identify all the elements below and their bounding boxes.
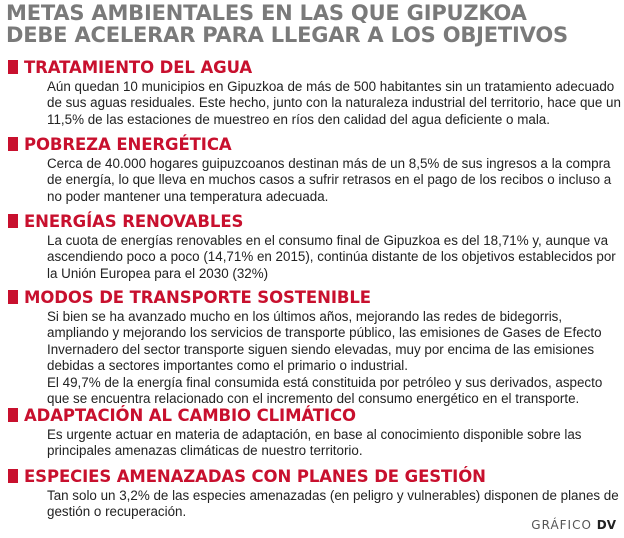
- page-title: [6, 2, 618, 46]
- section-header: [8, 465, 618, 487]
- graphic-credit: [531, 518, 616, 532]
- section-header: [8, 133, 618, 155]
- credit-label: GRÁFICO: [531, 518, 592, 532]
- red-square-bullet-icon: [8, 137, 18, 151]
- section-title: ENERGÍAS RENOVABLES: [24, 211, 244, 231]
- section-body: [47, 156, 622, 205]
- section-sustainable-transport: [8, 286, 618, 407]
- section-header: [8, 56, 618, 78]
- section-threatened-species: [8, 465, 618, 521]
- section-body: [47, 427, 622, 460]
- red-square-bullet-icon: [8, 60, 18, 74]
- section-energy-poverty: [8, 133, 618, 205]
- section-body: [47, 79, 622, 128]
- red-square-bullet-icon: [8, 290, 18, 304]
- section-title: ADAPTACIÓN AL CAMBIO CLIMÁTICO: [24, 405, 356, 425]
- section-climate-adaptation: [8, 404, 618, 460]
- credit-brand: DV: [596, 518, 616, 532]
- section-paragraph: Si bien se ha avanzado mucho en los últimos años, mejorando las redes de bidegorris, ampliando y mejorando los servicios de transporte público, las emisiones de Gases de Efecto Invernadero del sector transporte siguen siendo elevadas, muy por encima de las emisiones debidas a sectores importantes como el primario o industrial.: [47, 309, 602, 374]
- section-paragraph: La cuota de energías renovables en el consumo final de Gipuzkoa es del 18,71% y, aunque va ascendiendo poco a poco (14,71% en 2015), continúa distante de los objetivos establecidos por la Unión Europea para el 2030 (32%): [47, 233, 616, 281]
- section-title: ESPECIES AMENAZADAS CON PLANES DE GESTIÓN: [24, 466, 486, 486]
- section-water-treatment: [8, 56, 621, 128]
- section-paragraph: Es urgente actuar en materia de adaptación, en base al conocimiento disponible sobre las principales amenazas climáticas de nuestro territorio.: [47, 427, 582, 459]
- title-line-1: METAS AMBIENTALES EN LAS QUE GIPUZKOA: [6, 1, 527, 25]
- section-paragraph: El 49,7% de la energía final consumida está constituida por petróleo y sus derivados, aspecto que se encuentra relacionado con el incremento del consumo energético en el transporte.: [47, 374, 603, 407]
- section-title: POBREZA ENERGÉTICA: [24, 134, 232, 154]
- red-square-bullet-icon: [8, 214, 18, 228]
- red-square-bullet-icon: [8, 408, 18, 422]
- title-line-2: DEBE ACELERAR PARA LLEGAR A LOS OBJETIVOS: [6, 23, 568, 47]
- section-body: [47, 488, 622, 521]
- section-paragraph: Tan solo un 3,2% de las especies amenazadas (en peligro y vulnerables) disponen de planes de gestión o recuperación.: [47, 488, 619, 520]
- section-paragraph: Aún quedan 10 municipios en Gipuzkoa de más de 500 habitantes sin un tratamiento adecuado de sus aguas residuales. Este hecho, junto con la naturaleza industrial del territorio, hace que un 11,5% de las estaciones de muestreo en ríos den calidad del agua deficiente o mala.: [47, 79, 621, 127]
- section-header: [8, 404, 618, 426]
- section-title: MODOS DE TRANSPORTE SOSTENIBLE: [24, 287, 371, 307]
- red-square-bullet-icon: [8, 469, 18, 483]
- section-header: [8, 286, 618, 308]
- section-body: [47, 309, 622, 407]
- section-paragraph: Cerca de 40.000 hogares guipuzcoanos destinan más de un 8,5% de sus ingresos a la compra de energía, lo que lleva en muchos casos a sufrir retrasos en el pago de los recibos o incluso a no poder mantener una temperatura adecuada.: [47, 156, 612, 204]
- section-title: TRATAMIENTO DEL AGUA: [24, 57, 253, 77]
- section-renewable-energy: [8, 210, 618, 282]
- section-body: [47, 233, 622, 282]
- section-header: [8, 210, 618, 232]
